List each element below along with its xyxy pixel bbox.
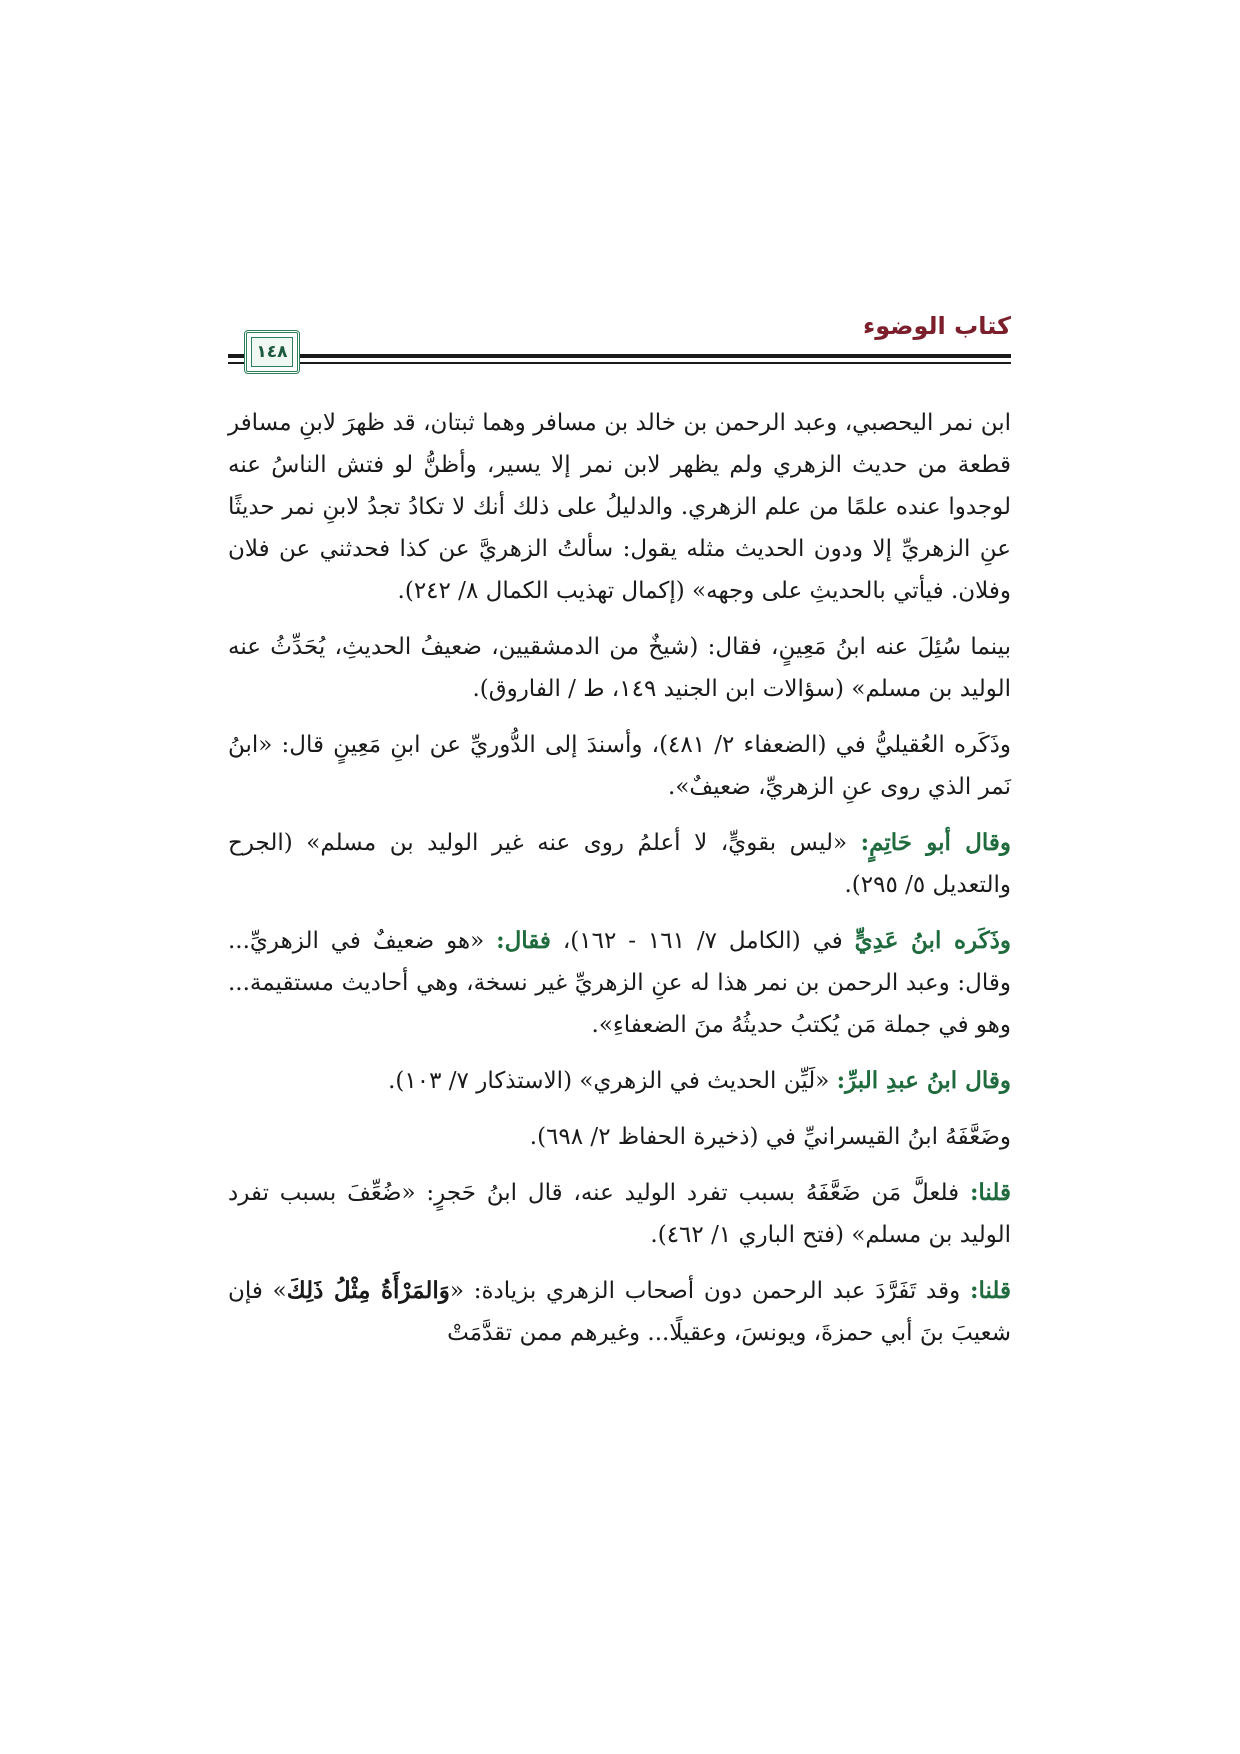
paragraph-text: في (الكامل ٧/ ١٦١ - ١٦٢)، <box>550 928 855 954</box>
paragraph-text: وذَكَره العُقيليُّ في (الضعفاء ٢/ ٤٨١)، وأسندَ إلى الدُّوريِّ عن ابنِ مَعِينٍ قال: «ابنُ نَمر الذي روى عنِ الزهريِّ، ضعيفٌ». <box>228 732 1012 800</box>
paragraph-text: بينما سُئِلَ عنه ابنُ مَعِينٍ، فقال: (شيخٌ من الدمشقيين، ضعيفُ الحديثِ، يُحَدِّثُ عنه الوليد بن مسلم» (سؤالات ابن الجنيد ١٤٩، ط / الفاروق). <box>228 634 1011 702</box>
paragraph-lead: وقال ابنُ عبدِ البرِّ: <box>836 1067 1011 1094</box>
hadith-quote: وَالمَرْأَةُ مِثْلُ ذَلِكَ <box>286 1277 450 1304</box>
header-rule-thin <box>228 362 1011 364</box>
paragraph-lead: قلنا: <box>969 1179 1011 1206</box>
paragraph-7 <box>228 1116 1011 1158</box>
page-number-badge <box>244 330 300 374</box>
paragraph-9 <box>228 1270 1011 1354</box>
page-body <box>228 402 1011 1368</box>
paragraph-text: فلعلَّ مَن ضَعَّفَهُ بسبب تفرد الوليد عنه، قال ابنُ حَجرٍ: «ضُعِّفَ بسبب تفرد الوليد بن مسلم» (فتح الباري ١/ ٤٦٢). <box>228 1180 1011 1248</box>
page-header <box>228 310 1011 385</box>
paragraph-lead: وذَكَره ابنُ عَدِيٍّ <box>854 927 1011 954</box>
paragraph-lead: وقال أبو حَاتِمٍ: <box>860 829 1011 856</box>
paragraph-lead-secondary: فقال: <box>496 927 551 954</box>
paragraph-5 <box>228 920 1011 1046</box>
paragraph-3 <box>228 724 1011 808</box>
paragraph-text-secondary: «هو ضعيفٌ في الزهريِّ... وقال: وعبد الرحمن بن نمر هذا له عنِ الزهريِّ غير نسخة، وهي أحاديث مستقيمة... وهو في جملة مَن يُكتبُ حديثُهُ منَ الضعفاءِ». <box>228 928 1011 1038</box>
header-rule-thick <box>228 354 1011 358</box>
book-title: كتاب الوضوء <box>862 312 1011 340</box>
paragraph-4 <box>228 822 1011 906</box>
paragraph-1 <box>228 402 1011 612</box>
paragraph-2 <box>228 626 1011 710</box>
page-number: ١٤٨ <box>251 337 293 367</box>
paragraph-text: ابن نمر اليحصبي، وعبد الرحمن بن خالد بن مسافر وهما ثبتان، قد ظهرَ لابنِ مسافر قطعة من حديث الزهري ولم يظهر لابن نمر إلا يسير، وأظنُّ لو فتش الناسُ عنه لوجدوا عنده علمًا من علم الزهري. والدليلُ على ذلك أنك لا تكادُ تجدُ لابنِ نمر حديثًا عنِ الزهريِّ إلا ودون الحديث مثله يقول: سألتُ الزهريَّ عن كذا فحدثني عن فلان وفلان. فيأتي بالحديثِ على وجهه» (إكمال تهذيب الكمال ٨/ ٢٤٢). <box>228 410 1011 604</box>
paragraph-text: وقد تَفَرَّدَ عبد الرحمن دون أصحاب الزهري بزيادة: « <box>449 1278 970 1304</box>
paragraph-text-secondary: » فإن شعيبَ بنَ أبي حمزةَ، ويونسَ، وعقيلًا... وغيرهم ممن تقدَّمَتْ <box>228 1278 1011 1346</box>
paragraph-text: «ليس بقويٍّ، لا أعلمُ روى عنه غير الوليد بن مسلم» (الجرح والتعديل ٥/ ٢٩٥). <box>228 830 1011 898</box>
paragraph-text: وضَعَّفَهُ ابنُ القيسرانيِّ في (ذخيرة الحفاظ ٢/ ٦٩٨). <box>529 1124 1011 1150</box>
paragraph-text: «لَيِّن الحديث في الزهري» (الاستذكار ٧/ ١٠٣). <box>388 1068 837 1094</box>
paragraph-lead: قلنا: <box>969 1277 1012 1304</box>
paragraph-8 <box>228 1172 1011 1256</box>
paragraph-6 <box>228 1060 1011 1102</box>
